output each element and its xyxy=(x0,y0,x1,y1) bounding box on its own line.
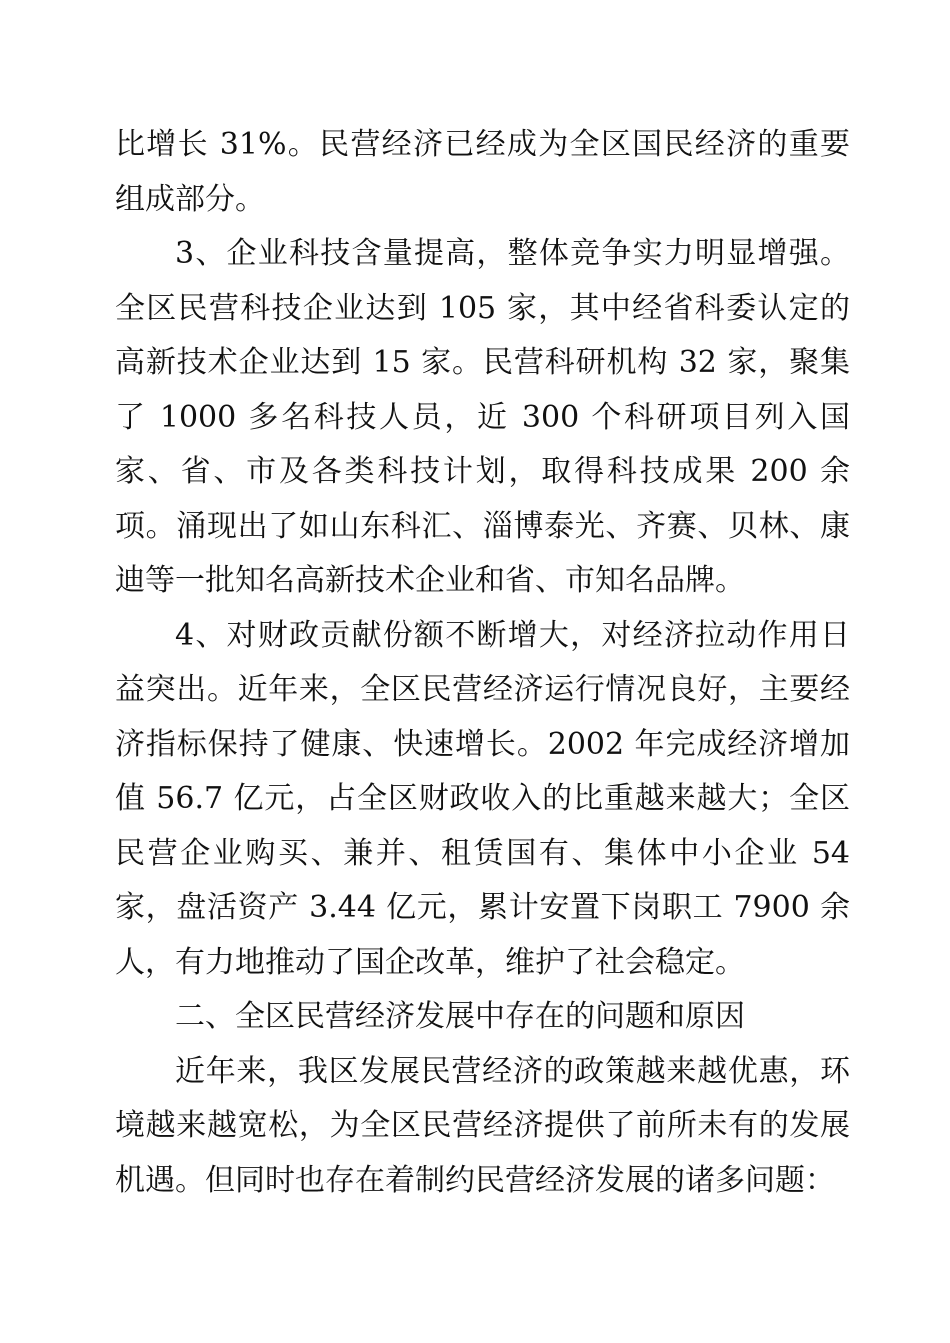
paragraph-item-4: 4、对财政贡献份额不断增大，对经济拉动作用日益突出。近年来，全区民营经济运行情况良好，主要经济指标保持了健康、快速增长。2002 年完成经济增加值 56.7 亿元，占全区财政收入的比重越来越大；全区民营企业购买、兼并、租赁国有、集体中小企业 54 家，盘活资产 3.44 亿元，累计安置下岗职工 7900 余人，有力地推动了国企改革，维护了社会稳定。 xyxy=(115,617,850,980)
paragraph-item-3: 3、企业科技含量提高，整体竞争实力明显增强。全区民营科技企业达到 105 家，其中经省科委认定的高新技术企业达到 15 家。民营科研机构 32 家，聚集了 1000 多名科技人员，近 300 个科研项目列入国家、省、市及各类科技计划，取得科技成果 200 余项。涌现出了如山东科汇、淄博泰光、齐赛、贝林、康迪等一批知名高新技术企业和省、市知名品牌。 xyxy=(115,236,850,598)
document-body xyxy=(115,118,850,1208)
section-heading: 二、全区民营经济发展中存在的问题和原因 xyxy=(175,999,745,1034)
paragraph-section-intro: 近年来，我区发展民营经济的政策越来越优惠，环境越来越宽松，为全区民营经济提供了前所未有的发展机遇。但同时也存在着制约民营经济发展的诸多问题： xyxy=(115,1053,850,1198)
paragraph-continuation: 比增长 31%。民营经济已经成为全区国民经济的重要组成部分。 xyxy=(115,127,850,217)
